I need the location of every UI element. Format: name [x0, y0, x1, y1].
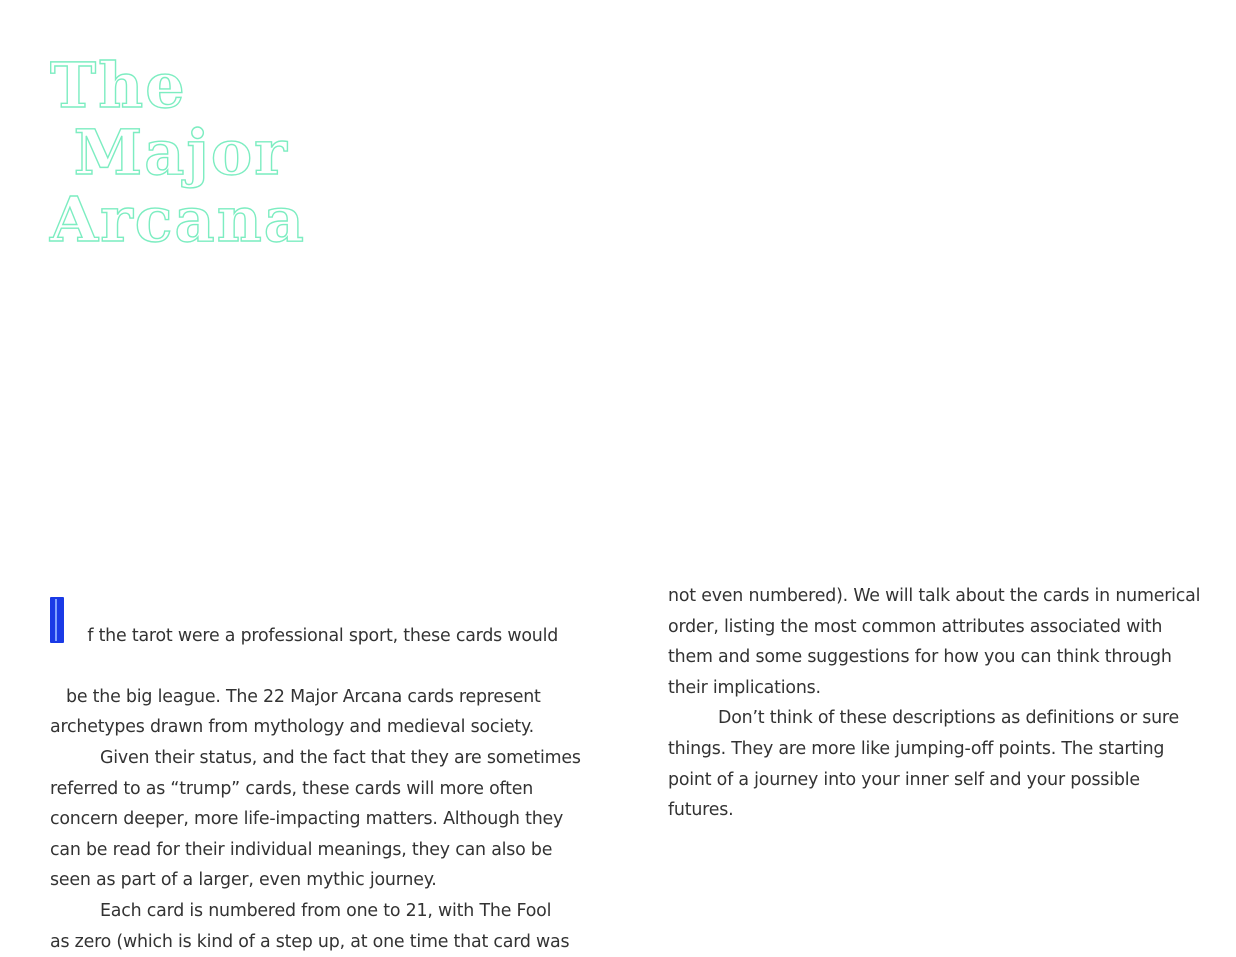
body-line: them and some suggestions for how you can think through [668, 647, 1172, 668]
right-text-column [668, 581, 1201, 826]
body-line: Don’t think of these descriptions as definitions or sure [718, 708, 1179, 729]
body-line-text: f the tarot were a professional sport, these cards would [87, 625, 559, 646]
body-line [50, 590, 580, 682]
chapter-title-line-1: The [50, 49, 187, 122]
body-line: not even numbered). We will talk about the cards in numerical [668, 586, 1201, 606]
body-line: Given their status, and the fact that they are sometimes [100, 747, 581, 768]
body-line: futures. [668, 800, 734, 821]
body-line: point of a journey into your inner self and your possible [668, 769, 1140, 790]
body-line: as zero (which is kind of a step up, at one time that card was [50, 931, 570, 952]
chapter-title [50, 49, 306, 256]
left-text-column [50, 590, 580, 957]
chapter-title-line-2: Major [50, 116, 289, 189]
body-line: things. They are more like jumping-off points. The starting [668, 738, 1165, 759]
body-line: order, listing the most common attributes associated with [668, 616, 1163, 637]
body-line: concern deeper, more life-impacting matters. Although they [50, 809, 564, 830]
body-line: referred to as “trump” cards, these cards will more often [50, 778, 534, 799]
body-line: Each card is numbered from one to 21, with The Fool [100, 900, 552, 921]
body-line: can be read for their individual meanings, they can also be [50, 839, 553, 860]
body-line: be the big league. The 22 Major Arcana cards represent [66, 686, 541, 707]
body-line: their implications. [668, 677, 821, 698]
body-line: seen as part of a larger, even mythic journey. [50, 870, 437, 891]
body-line: archetypes drawn from mythology and medieval society. [50, 717, 534, 738]
chapter-title-line-3: Arcana [50, 183, 306, 256]
drop-cap-highlight[interactable] [50, 597, 64, 643]
